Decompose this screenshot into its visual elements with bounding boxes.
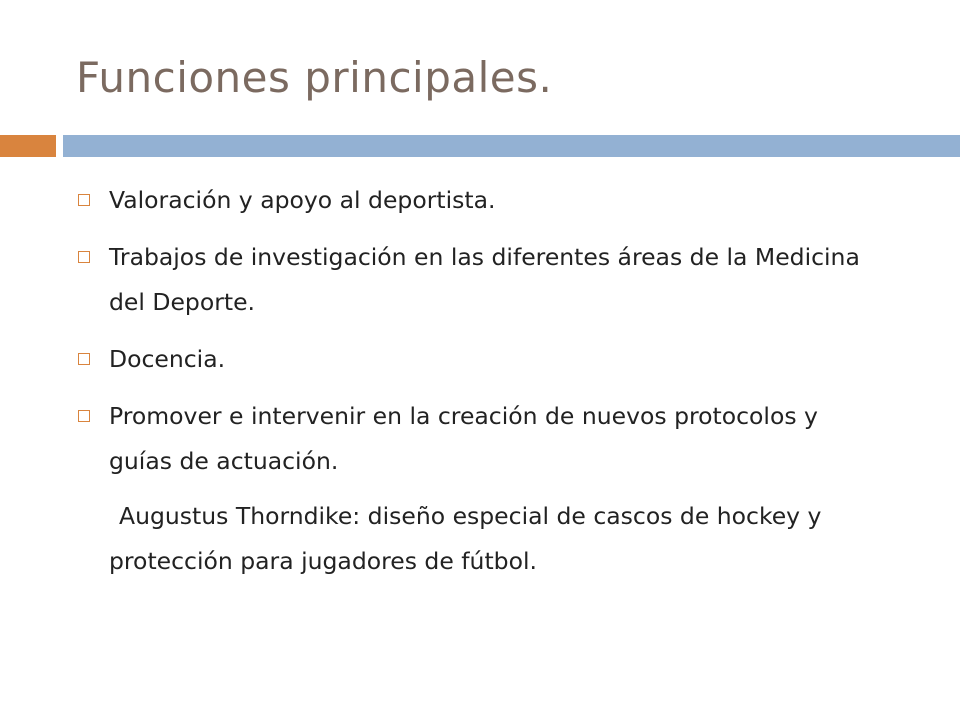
bullet-text: Trabajos de investigación en las diferentes áreas de la Medicina del Deporte. (109, 243, 860, 316)
square-bullet-icon (78, 194, 90, 206)
square-bullet-icon (78, 353, 90, 365)
bullet-item (78, 394, 878, 484)
bullet-text: Promover e intervenir en la creación de nuevos protocolos y guías de actuación. (109, 402, 818, 475)
bullet-text: Valoración y apoyo al deportista. (109, 186, 496, 214)
bullet-item (78, 235, 878, 325)
slide-title: Funciones principales. (76, 53, 553, 102)
bullet-text: Docencia. (109, 345, 226, 373)
example-note (109, 494, 899, 584)
bullet-list (78, 178, 878, 484)
note-text: Augustus Thorndike: diseño especial de cascos de hockey y protección para jugadores de fútbol. (109, 502, 822, 575)
title-divider-accent (0, 135, 56, 157)
bullet-item (78, 178, 878, 223)
square-bullet-icon (78, 251, 90, 263)
square-bullet-icon (78, 410, 90, 422)
title-divider-bar (63, 135, 960, 157)
bullet-item (78, 337, 878, 382)
